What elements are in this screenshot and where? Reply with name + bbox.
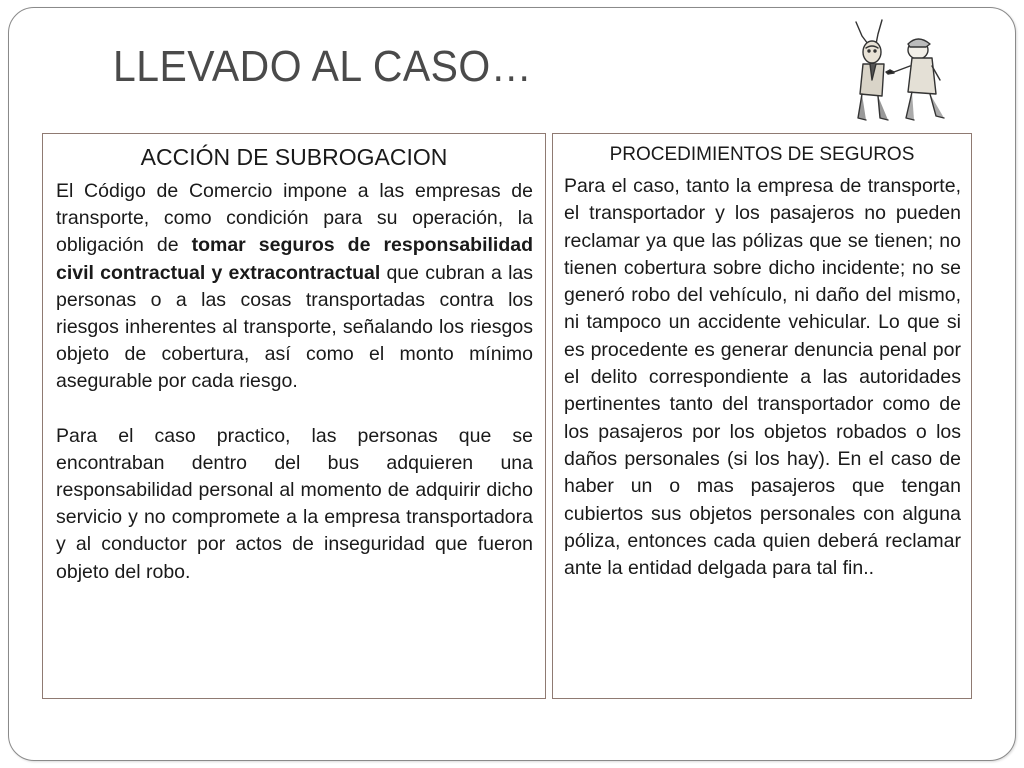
slide-title: LLEVADO AL CASO…	[113, 42, 533, 91]
subrogation-heading: ACCIÓN DE SUBROGACION	[140, 144, 448, 170]
insurance-procedures-panel	[552, 133, 972, 699]
robbery-cartoon-icon	[846, 14, 950, 128]
subrogation-paragraph-1: El Código de Comercio impone a las empresas de transporte, como condición para su operación, la obligación de tomar seguros de responsabilidad civil contractual y extracontractual que cubran a las personas o a las cosas transportadas contra los riesgos inherentes al transporte, señalando los riesgos objeto de cobertura, así como el monto mínimo asegurable por cada riesgo.	[56, 180, 534, 393]
subrogation-panel	[42, 133, 546, 699]
insurance-procedures-paragraph: Para el caso, tanto la empresa de transporte, el transportador y los pasajeros no pueden reclamar ya que las pólizas que se tienen; no tienen cobertura sobre dicho incidente; no se generó robo del vehículo, ni daño del mismo, ni tampoco un accidente vehicular. Lo que si es procedente es generar denuncia penal por el delito correspondiente a las autoridades pertinentes tanto del transportador como de los pasajeros por los objetos robados o los daños personales (si los hay). En el caso de haber un o mas pasajeros que tengan cubiertos sus objetos personales con alguna póliza, entonces cada quien deberá reclamar ante la entidad delgada para tal fin..	[564, 175, 961, 580]
insurance-procedures-heading: PROCEDIMIENTOS DE SEGUROS	[609, 144, 915, 165]
subrogation-paragraph-2: Para el caso practico, las personas que se encontraban dentro del bus adquieren una responsabilidad personal al momento de adquirir dicho servicio y no compromete a la empresa transportadora y al conductor por actos de inseguridad que fueron objeto del robo.	[56, 424, 533, 583]
